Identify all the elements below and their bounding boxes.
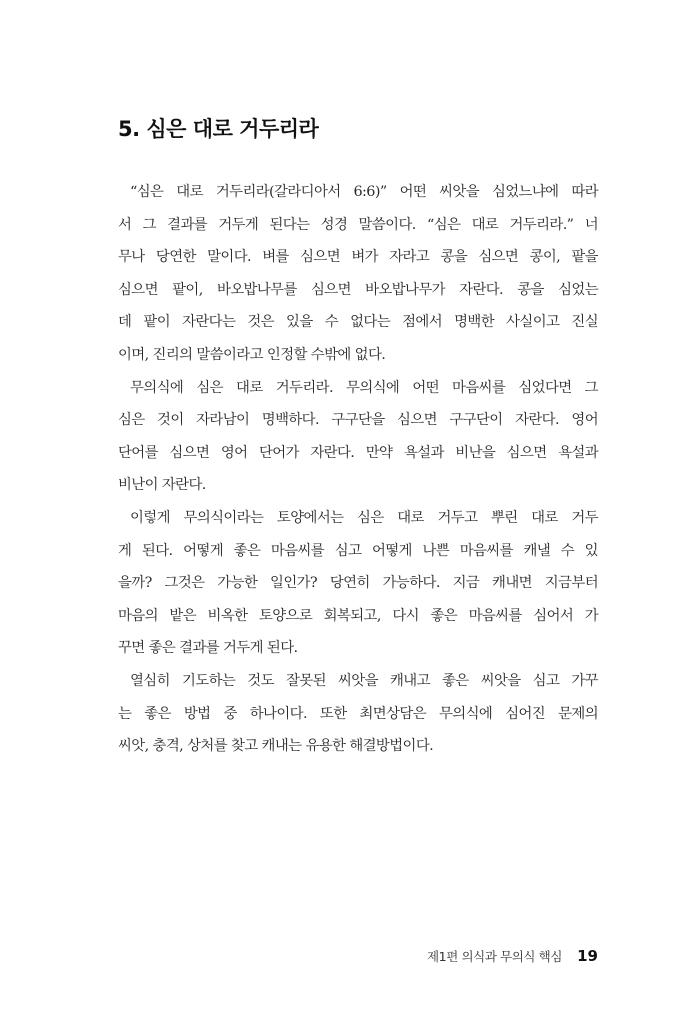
text-line: 마음의 밭은 비옥한 토양으로 회복되고, 다시 좋은 마음씨를 심어서 가 [118, 607, 598, 624]
text-line: 게 된다. 어떻게 좋은 마음씨를 심고 어떻게 나쁜 마음씨를 캐낼 수 있 [118, 542, 598, 559]
text-line: 는 좋은 방법 중 하나이다. 또한 최면상담은 무의식에 심어진 문제의 [118, 705, 598, 722]
text-line: 을까? 그것은 가능한 일인가? 당연히 가능하다. 지금 캐내면 지금부터 [118, 575, 598, 592]
text-line: 무나 당연한 말이다. 벼를 심으면 벼가 자라고 콩을 심으면 콩이, 팥을 [118, 249, 598, 266]
text-line: 비난이 자란다. [118, 477, 206, 494]
text-line: 열심히 기도하는 것도 잘못된 씨앗을 캐내고 좋은 씨앗을 심고 가꾸 [130, 672, 598, 689]
page-footer [427, 946, 598, 966]
text-line: 무의식에 심은 대로 거두리라. 무의식에 어떤 마음씨를 심었다면 그 [130, 379, 598, 396]
text-line: 단어를 심으면 영어 단어가 자란다. 만약 욕설과 비난을 심으면 욕설과 [118, 444, 598, 461]
running-footer-title: 제1편 의식과 무의식 핵심 [427, 949, 563, 964]
body-text [118, 176, 598, 763]
text-line: 씨앗, 충격, 상처를 찾고 캐내는 유용한 해결방법이다. [118, 738, 434, 755]
page-number: 19 [577, 947, 598, 965]
text-line: 이렇게 무의식이라는 토양에서는 심은 대로 거두고 뿌린 대로 거두 [130, 509, 598, 526]
text-line: “심은 대로 거두리라(갈라디아서 6:6)” 어떤 씨앗을 심었느냐에 따라 [130, 184, 598, 200]
text-line: 심은 것이 자라남이 명백하다. 구구단을 심으면 구구단이 자란다. 영어 [118, 412, 598, 429]
text-line: 데 팥이 자란다는 것은 있을 수 없다는 점에서 명백한 사실이고 진실 [118, 314, 598, 331]
text-line: 꾸면 좋은 결과를 거두게 된다. [118, 640, 298, 657]
section-heading: 5. 심은 대로 거두리라 [118, 117, 319, 141]
text-line: 이며, 진리의 말씀이라고 인정할 수밖에 없다. [118, 346, 386, 363]
text-line: 서 그 결과를 거두게 된다는 성경 말씀이다. “심은 대로 거두리라.” 너 [118, 216, 598, 233]
text-line: 심으면 팥이, 바오밥나무를 심으면 바오밥나무가 자란다. 콩을 심었는 [118, 281, 598, 298]
